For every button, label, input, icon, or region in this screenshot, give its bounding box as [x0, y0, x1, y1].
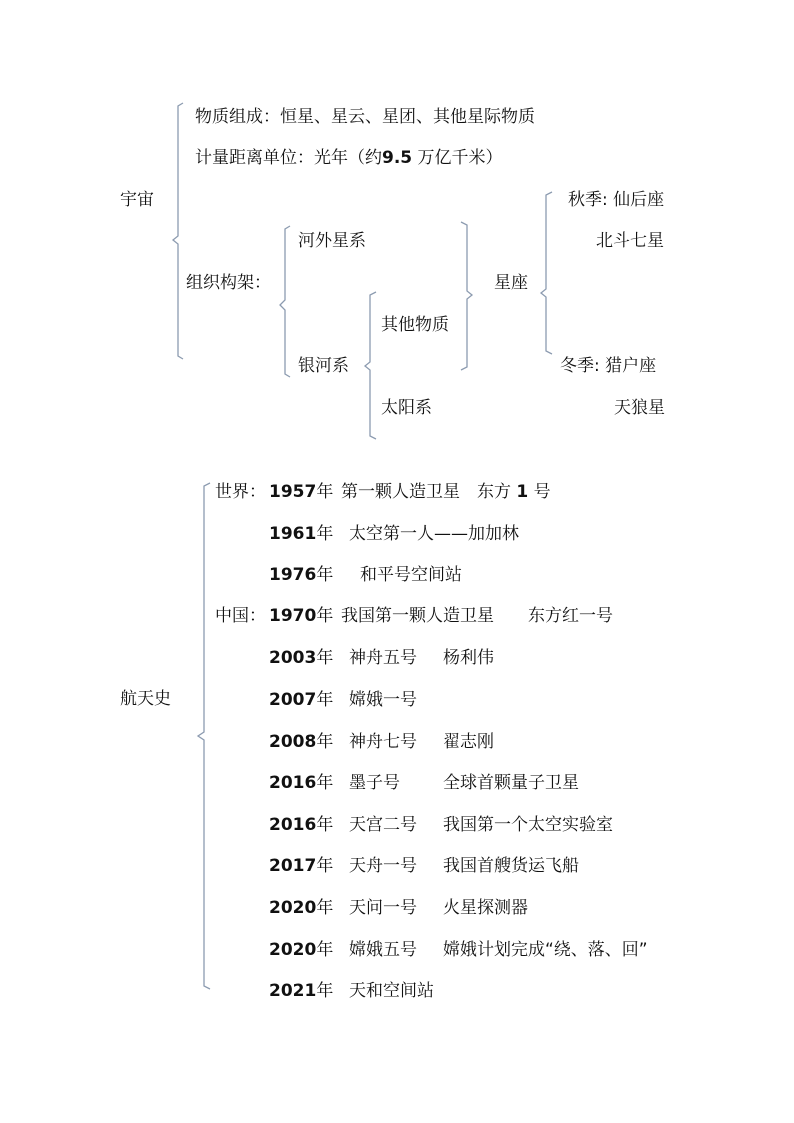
big-dipper-label: 北斗七星 — [596, 231, 664, 251]
china-row — [269, 856, 333, 876]
china-event-b: 嫦娥计划完成“绕、落、回” — [443, 940, 648, 960]
china-event-a: 天问一号 — [349, 898, 417, 918]
solar-system-label: 太阳系 — [381, 398, 432, 418]
china-row — [269, 732, 333, 752]
china-row — [269, 898, 333, 918]
china-event-a: 我国第一颗人造卫星 — [341, 606, 494, 626]
world-row — [269, 524, 333, 544]
china-event-b: 翟志刚 — [443, 732, 494, 752]
spaceflight-bracket — [198, 483, 210, 989]
year-unit: 年 — [316, 898, 334, 918]
universe-root: 宇宙 — [120, 190, 154, 210]
year: 1961 — [269, 524, 317, 544]
china-event-b: 东方红一号 — [528, 606, 613, 626]
china-event-a: 神舟七号 — [349, 732, 417, 752]
milky-way-bracket — [365, 292, 376, 439]
spaceflight-root: 航天史 — [120, 689, 171, 709]
year: 2017 — [269, 856, 317, 876]
year: 2003 — [269, 648, 317, 668]
year-unit: 年 — [316, 690, 334, 710]
structure-bracket — [280, 226, 290, 377]
year-unit: 年 — [316, 940, 334, 960]
china-row — [269, 940, 333, 960]
china-event-b: 火星探测器 — [443, 898, 528, 918]
china-row — [269, 648, 333, 668]
china-event-b: 全球首颗量子卫星 — [443, 773, 579, 793]
year-unit: 年 — [316, 856, 334, 876]
distance-value: 9.5 — [382, 148, 413, 168]
china-event-a: 嫦娥五号 — [349, 940, 417, 960]
china-event-a: 天舟一号 — [349, 856, 417, 876]
distance-line — [195, 148, 503, 168]
china-row — [269, 773, 333, 793]
year: 2016 — [269, 773, 317, 793]
china-event-b: 杨利伟 — [443, 648, 494, 668]
world-event: 太空第一人——加加林 — [349, 524, 519, 544]
world-event: 和平号空间站 — [360, 565, 462, 585]
year-unit: 年 — [316, 648, 334, 668]
year: 2007 — [269, 690, 317, 710]
china-row — [269, 981, 333, 1001]
year: 2008 — [269, 732, 317, 752]
china-event-a: 天宫二号 — [349, 815, 417, 835]
year-unit: 年 — [316, 606, 334, 626]
year: 2020 — [269, 940, 317, 960]
china-row — [269, 606, 333, 626]
world-label: 世界： — [215, 482, 266, 502]
year-unit: 年 — [316, 565, 334, 585]
china-event-a: 天和空间站 — [349, 981, 434, 1001]
winter-label: 冬季: 猎户座 — [560, 356, 657, 376]
year-unit: 年 — [316, 815, 334, 835]
sirius-label: 天狼星 — [614, 398, 665, 418]
china-row — [269, 690, 333, 710]
universe-bracket — [173, 103, 183, 359]
world-row — [269, 565, 333, 585]
year: 2016 — [269, 815, 317, 835]
distance-prefix: 计量距离单位：光年（约 — [195, 148, 382, 168]
structure-label: 组织构架： — [186, 273, 271, 293]
galaxy-to-constellation-bracket — [461, 222, 472, 370]
milky-way-label: 银河系 — [298, 356, 349, 376]
year: 2021 — [269, 981, 317, 1001]
composition-line: 物质组成：恒星、星云、星团、其他星际物质 — [195, 107, 535, 127]
year: 1970 — [269, 606, 317, 626]
year-unit: 年 — [316, 732, 334, 752]
china-event-a: 墨子号 — [349, 773, 400, 793]
china-event-a: 神舟五号 — [349, 648, 417, 668]
world-row — [269, 482, 333, 502]
china-row — [269, 815, 333, 835]
world-event — [341, 482, 551, 502]
year-unit: 年 — [316, 981, 334, 1001]
distance-suffix: 万亿千米） — [417, 148, 503, 168]
autumn-label: 秋季: 仙后座 — [568, 190, 665, 210]
year-unit: 年 — [316, 773, 334, 793]
extragalactic-label: 河外星系 — [298, 231, 366, 251]
year-unit: 年 — [316, 482, 334, 502]
other-matter-label: 其他物质 — [381, 315, 449, 335]
china-event-b: 我国第一个太空实验室 — [443, 815, 613, 835]
year-unit: 年 — [316, 524, 334, 544]
china-event-a: 嫦娥一号 — [349, 690, 417, 710]
constellation-label: 星座 — [494, 273, 528, 293]
china-label: 中国： — [215, 606, 266, 626]
event-number: 1 — [516, 482, 529, 502]
year: 2020 — [269, 898, 317, 918]
china-event-b: 我国首艘货运飞船 — [443, 856, 579, 876]
event-text: 第一颗人造卫星 东方 — [341, 482, 511, 502]
year: 1976 — [269, 565, 317, 585]
year: 1957 — [269, 482, 317, 502]
constellation-bracket — [541, 192, 552, 354]
event-suffix: 号 — [533, 482, 551, 502]
